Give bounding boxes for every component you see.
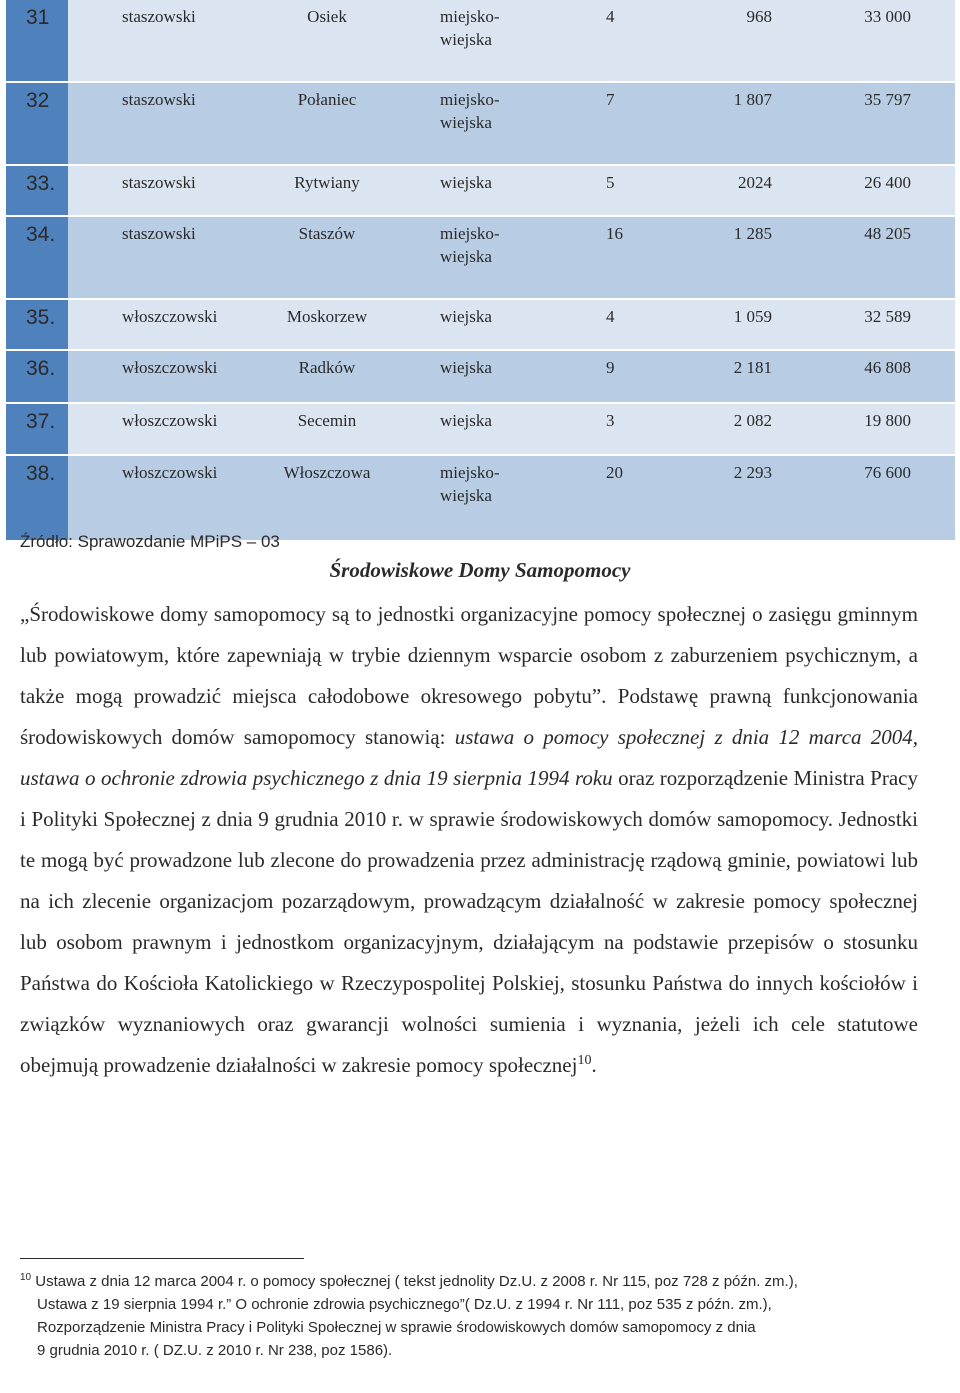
footnote-line: Rozporządzenie Ministra Pracy i Polityki Społecznej w sprawie środowiskowych domów samopomocy z dnia bbox=[37, 1319, 756, 1336]
table-row: 32 staszowski Połaniec miejsko-wiejska 7 1 807 35 797 bbox=[6, 83, 955, 166]
cell-liczba: 4 bbox=[606, 307, 615, 326]
paragraph-end: . bbox=[591, 1053, 597, 1077]
cell-typ-gminy: miejsko-wiejska bbox=[440, 90, 500, 132]
table-row: 35. włoszczowski Moskorzew wiejska 4 1 059 32 589 bbox=[6, 300, 955, 351]
footnote bbox=[20, 1266, 920, 1362]
cell-value-2: 35 797 bbox=[864, 90, 911, 109]
cell-liczba: 20 bbox=[606, 463, 623, 482]
section-heading: Środowiskowe Domy Samopomocy bbox=[329, 558, 631, 582]
cell-value-1: 1 059 bbox=[733, 307, 772, 326]
cell-typ-gminy: wiejska bbox=[440, 173, 492, 192]
row-number-cell bbox=[6, 217, 68, 298]
cell-value-2: 48 205 bbox=[864, 224, 911, 243]
row-number-cell bbox=[6, 300, 68, 349]
cell-value-1: 968 bbox=[746, 7, 772, 26]
cell-typ-gminy: wiejska bbox=[440, 307, 492, 326]
footnote-reference[interactable]: 10 bbox=[577, 1053, 592, 1068]
cell-powiat: staszowski bbox=[122, 224, 196, 243]
cell-value-1: 1 807 bbox=[733, 90, 772, 109]
cell-typ-gminy: miejsko-wiejska bbox=[440, 463, 500, 505]
footnote-line: 9 grudnia 2010 r. ( DZ.U. z 2010 r. Nr 238, poz 1586). bbox=[37, 1342, 393, 1359]
cell-powiat: staszowski bbox=[122, 173, 196, 192]
cell-liczba: 9 bbox=[606, 358, 615, 377]
cell-powiat: staszowski bbox=[122, 90, 196, 109]
cell-powiat: włoszczowski bbox=[122, 411, 218, 430]
cell-typ-gminy: wiejska bbox=[440, 411, 492, 430]
paragraph-text-2: oraz rozporządzenie Ministra Pracy i Polityki Społecznej z dnia 9 grudnia 2010 r. w sprawie środowiskowych domów samopomocy. Jednostki te mogą być prowadzone lub zlecone do prowadzenia przez administrację rządową gminie, powiatowi lub na ich zlecenie organizacjom pozarządowym, prowadzącym działalność w zakresie pomocy społecznej lub osobom prawnym i jednostkom organizacyjnym, działającym na podstawie przepisów o stosunku Państwa do Kościoła Katolickiego w Rzeczypospolitej Polskiej, stosunku Państwa do innych kościołów i związków wyznaniowych oraz gwarancji wolności sumienia i wyznania, jeżeli ich cele statutowe obejmują prowadzenie działalności w zakresie pomocy społecznej bbox=[20, 766, 918, 1077]
row-number-cell bbox=[6, 351, 68, 402]
cell-value-1: 2024 bbox=[738, 173, 772, 192]
cell-value-2: 33 000 bbox=[864, 7, 911, 26]
cell-liczba: 7 bbox=[606, 90, 615, 109]
data-table bbox=[6, 0, 955, 542]
body-paragraph bbox=[20, 594, 918, 1086]
table-row: 37. włoszczowski Secemin wiejska 3 2 082 19 800 bbox=[6, 404, 955, 456]
row-number: 31 bbox=[26, 6, 50, 29]
paragraph-text-1: „Środowiskowe domy samopomocy są to jednostki organizacyjne pomocy społecznej o zasięgu gminnym lub powiatowym, które zapewniają w trybie dziennym wsparcie osobom z zaburzeniem psychicznym, a także mogą prowadzić miejsca całodobowe okresowego pobytu”. Podstawę prawną funkcjonowania środowiskowych domów samopomocy stanowią: bbox=[20, 602, 918, 749]
cell-powiat: włoszczowski bbox=[122, 358, 218, 377]
row-number: 35. bbox=[26, 306, 56, 329]
cell-value-2: 32 589 bbox=[864, 307, 911, 326]
table-row: 36. włoszczowski Radków wiejska 9 2 181 46 808 bbox=[6, 351, 955, 404]
row-number-cell bbox=[6, 456, 68, 540]
cell-powiat: włoszczowski bbox=[122, 307, 218, 326]
table-row: 34. staszowski Staszów miejsko-wiejska 16 1 285 48 205 bbox=[6, 217, 955, 300]
cell-typ-gminy: miejsko-wiejska bbox=[440, 224, 500, 266]
table-row: 31 staszowski Osiek miejsko-wiejska 4 968 33 000 bbox=[6, 0, 955, 83]
footnote-separator bbox=[20, 1258, 304, 1259]
row-number-cell bbox=[6, 0, 68, 81]
cell-liczba: 16 bbox=[606, 224, 623, 243]
cell-value-1: 2 181 bbox=[733, 358, 772, 377]
row-number: 36. bbox=[26, 357, 56, 380]
cell-value-2: 76 600 bbox=[864, 463, 911, 482]
row-number-cell bbox=[6, 83, 68, 164]
paragraph-italic-acts: ustawa o pomocy społecznej z dnia 12 marca 2004, ustawa o ochronie zdrowia psychicznego z dnia 19 sierpnia 1994 roku bbox=[20, 725, 918, 790]
row-number-cell bbox=[6, 404, 68, 454]
table-row: 33. staszowski Rytwiany wiejska 5 2024 26 400 bbox=[6, 166, 955, 217]
row-number: 37. bbox=[26, 410, 56, 433]
row-number-cell bbox=[6, 166, 68, 215]
footnote-line: Ustawa z 19 sierpnia 1994 r.” O ochronie zdrowia psychicznego”( Dz.U. z 1994 r. Nr 111, poz 535 z późn. zm.), bbox=[37, 1296, 772, 1313]
source-note: Źródło: Sprawozdanie MPiPS – 03 bbox=[20, 532, 280, 551]
cell-typ-gminy: miejsko-wiejska bbox=[440, 7, 500, 49]
row-number: 34. bbox=[26, 223, 56, 246]
cell-value-1: 1 285 bbox=[733, 224, 772, 243]
row-number: 33. bbox=[26, 172, 56, 195]
cell-powiat: włoszczowski bbox=[122, 463, 218, 482]
footnote-line: $^{10}$ Ustawa z dnia 12 marca 2004 r. o pomocy społecznej ( tekst jednolity Dz.U. z 2008 r. Nr 115, poz 728 z późn. zm.), bbox=[20, 1272, 798, 1290]
cell-value-2: 46 808 bbox=[864, 358, 911, 377]
cell-liczba: 5 bbox=[606, 173, 615, 192]
cell-powiat: staszowski bbox=[122, 7, 196, 26]
cell-liczba: 4 bbox=[606, 7, 615, 26]
cell-liczba: 3 bbox=[606, 411, 615, 430]
row-number: 38. bbox=[26, 462, 56, 485]
cell-value-2: 26 400 bbox=[864, 173, 911, 192]
cell-value-2: 19 800 bbox=[864, 411, 911, 430]
table-row: 38. włoszczowski Włoszczowa miejsko-wiejska 20 2 293 76 600 bbox=[6, 456, 955, 542]
row-number: 32 bbox=[26, 89, 50, 112]
footnote-number: 10 bbox=[20, 1272, 32, 1283]
cell-value-1: 2 293 bbox=[733, 463, 772, 482]
cell-typ-gminy: wiejska bbox=[440, 358, 492, 377]
cell-value-1: 2 082 bbox=[733, 411, 772, 430]
